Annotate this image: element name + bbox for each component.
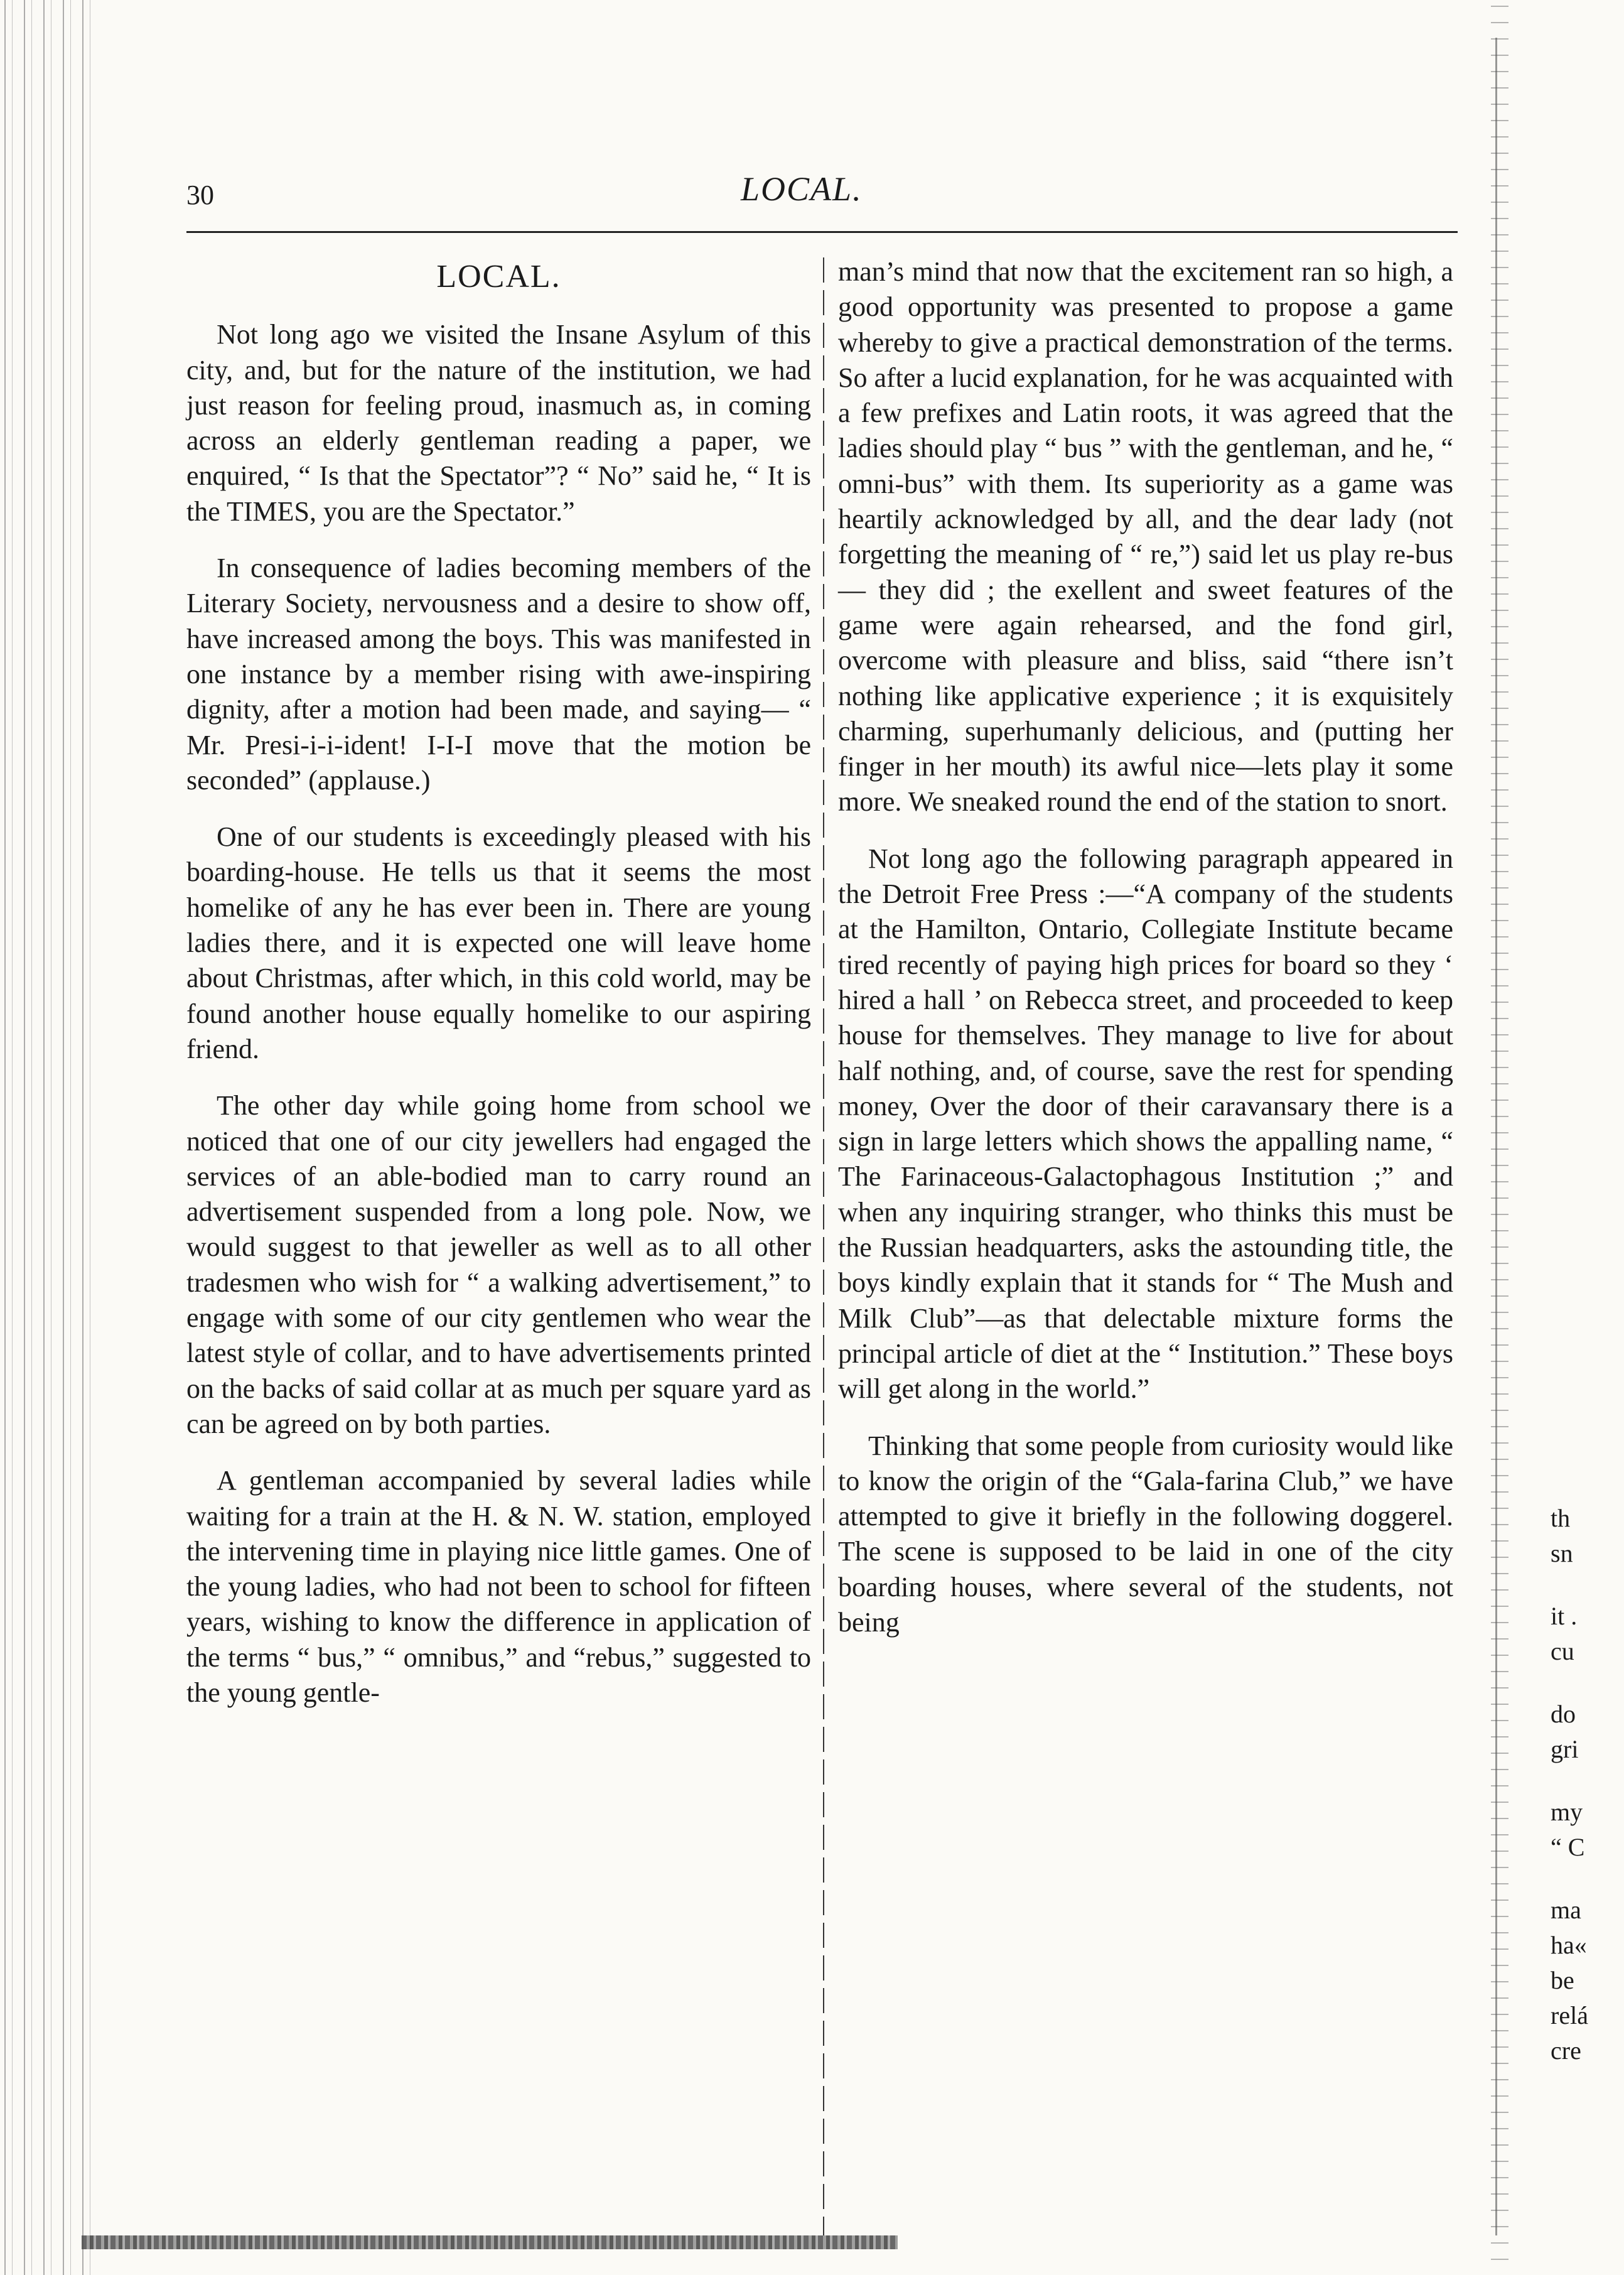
- running-head: LOCAL.: [741, 170, 863, 208]
- fragment-gap: [1551, 1865, 1588, 1893]
- fragment-text: be: [1551, 1966, 1574, 1994]
- left-column: [186, 254, 811, 1732]
- section-title: LOCAL.: [436, 259, 561, 295]
- fragment-text: cre: [1551, 2036, 1581, 2065]
- page-number: 30: [186, 180, 214, 210]
- fragment-text: th: [1551, 1504, 1571, 1532]
- fragment-text: it .: [1551, 1602, 1578, 1630]
- fragment-text: ha«: [1551, 1931, 1587, 1959]
- column-divider: [823, 257, 824, 2235]
- right-column: [838, 254, 1453, 1662]
- facing-page-rule: [1495, 38, 1497, 2235]
- fragment-text: sn: [1551, 1539, 1573, 1567]
- fragment-gap: [1551, 1571, 1588, 1599]
- article-paragraph: A gentleman accompanied by several ladies while waiting for a train at the H. & N. W. station, employed the intervening time in playing nice little games. One of the young ladies, who had not been to school for fifteen years, wishing to know the difference in application of the terms “ bus,” “ omnibus,” and “rebus,” suggested to the young gentle-: [186, 1465, 811, 1708]
- fragment-gap: [1551, 1767, 1588, 1795]
- book-binding-edge: [0, 0, 94, 2275]
- fragment-text: do: [1551, 1700, 1576, 1728]
- article-paragraph: The other day while going home from school we noticed that one of our city jewellers had engaged the services of an able-bodied man to carry round an advertisement suspended from a long pole. Now, we would suggest to that jeweller as well as to all other tradesmen who wish for “ a walking advertisement,” to engage with some of our city gentlemen who wear the latest style of collar, and to have advertisements printed on the backs of said collar at as much per square yard as can be agreed on by both parties.: [186, 1090, 811, 1439]
- header-rule: [186, 231, 1458, 233]
- article-paragraph: One of our students is exceedingly pleased with his boarding-house. He tells us that it seems the most homelike of any he has ever been in. There are young ladies there, and it is expected one will leave home about Christmas, after which, in this cold world, may be found another house equally homelike to our aspiring friend.: [186, 821, 811, 1064]
- fragment-text: gri: [1551, 1735, 1579, 1763]
- fragment-text: my: [1551, 1798, 1583, 1826]
- page-gutter-edge: [1491, 0, 1508, 2275]
- facing-page-fragments: [1551, 1501, 1588, 2068]
- article-paragraph: man’s mind that now that the excitement ran so high, a good opportunity was presented to propose a game whereby to give a practical demonstration of the terms. So after a lucid explanation, for he was acquainted with a few prefixes and Latin roots, it was agreed that the ladies should play “ bus ” with the gentleman, and he, “ omni-bus” with them. Its superiority as a game was heartily acknowledged by all, and the dear lady (not forgetting the meaning of “ re,”) said let us play re-bus— they did ; the exellent and sweet features of the game were again rehearsed, and the fond girl, overcome with pleasure and bliss, said “there isn’t nothing like applicative experience ; it is exquisitely charming, superhumanly delicious, and (putting her finger in her mouth) its awful nice—lets play it some more. We sneaked round the end of the station to snort.: [838, 256, 1453, 818]
- article-paragraph: Thinking that some people from curiosity would like to know the origin of the “Gala-farina Club,” we have attempted to give it briefly in the following doggerel. The scene is supposed to be laid in one of the city boarding houses, where several of the students, not being: [838, 1430, 1453, 1638]
- article-paragraph: Not long ago we visited the Insane Asylum of this city, and, but for the nature of the institution, we had just reason for feeling proud, inasmuch as, in coming across an elderly gentleman reading a paper, we enquired, “ Is that the Spectator”? “ No” said he, “ It is the TIMES, you are the Spectator.”: [186, 319, 811, 527]
- fragment-text: “ C: [1551, 1833, 1585, 1861]
- bottom-scan-artifact: [82, 2235, 898, 2249]
- article-paragraph: In consequence of ladies becoming members of the Literary Society, nervousness and a desire to show off, have increased among the boys. This was manifested in one instance by a member rising with awe-inspiring dignity, after a motion had been made, and saying— “ Mr. Presi-i-i-ident! I-I-I move that the motion be seconded” (applause.): [186, 553, 811, 796]
- fragment-text: ma: [1551, 1896, 1581, 1924]
- fragment-text: relá: [1551, 2001, 1588, 2029]
- fragment-text: cu: [1551, 1637, 1574, 1665]
- article-paragraph: Not long ago the following paragraph appeared in the Detroit Free Press :—“A company of the students at the Hamilton, Ontario, Collegiate Institute became tired recently of paying high prices for board so they ‘ hired a hall ’ on Rebecca street, and proceeded to keep house for themselves. They manage to live for about half nothing, and, of course, save the rest for spending money, Over the door of their caravansary there is a sign in large letters which shows the appalling name, “ The Farinaceous-Galactophagous Institution ;” and when any inquiring stranger, who thinks this must be the Russian headquarters, asks the astounding title, the boys kindly explain that it stands for “ The Mush and Milk Club”—as that delectable mixture forms the principal article of diet at the “ Institution.” These boys will get along in the world.”: [838, 843, 1453, 1405]
- fragment-gap: [1551, 1669, 1588, 1697]
